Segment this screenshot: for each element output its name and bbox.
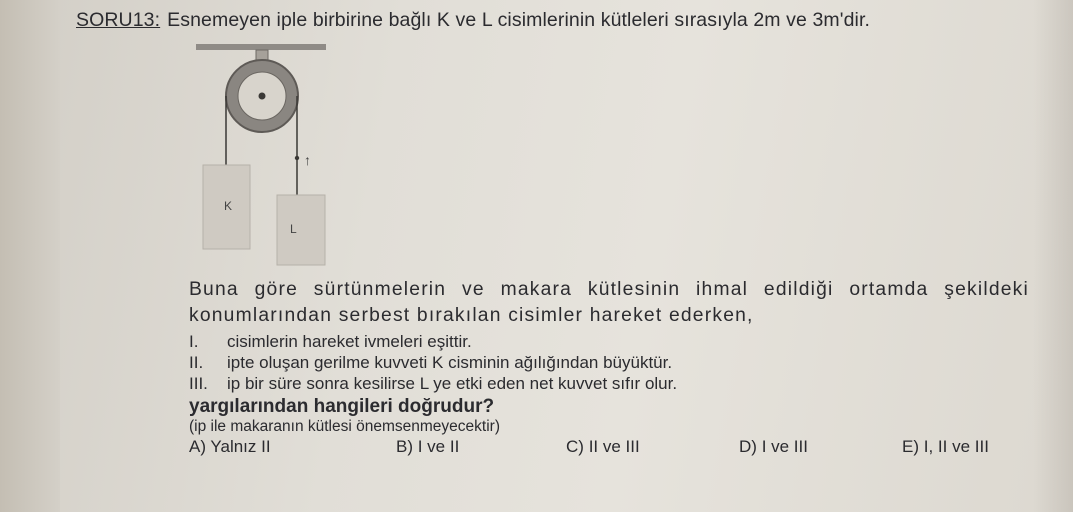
choice-d[interactable] [739,436,808,458]
statement-list [189,331,1029,394]
choice-key: E) [902,437,919,456]
answer-choices [189,436,1029,458]
choice-text: II ve III [588,437,640,456]
block-l-label: L [290,222,297,236]
pulley-axle [259,93,266,100]
statement-item [189,352,1029,373]
block-k-label: K [224,199,233,213]
choice-a[interactable] [189,436,271,458]
choice-b[interactable] [396,436,459,458]
choice-key: D) [739,437,757,456]
choice-key: A) [189,437,206,456]
pulley-diagram [190,38,340,270]
statement-text: cisimlerin hareket ivmeleri eşittir. [227,332,472,351]
block-l [277,195,325,265]
choice-text: I ve II [417,437,460,456]
statement-number: III. [189,374,208,393]
choice-e[interactable] [902,436,989,458]
tension-arrow-label: ↑ [304,152,311,168]
statement-number: II. [189,353,204,372]
choice-key: C) [566,437,584,456]
choice-key: B) [396,437,413,456]
question-header [76,9,870,32]
statement-item [189,373,1029,394]
statement-text: ipte oluşan gerilme kuvveti K cisminin ağılığından büyüktür. [227,353,673,372]
question-stem: Esnemeyen iple birbirine bağlı K ve L cisimlerinin kütleleri sırasıyla 2m ve 3m'dir. [167,9,871,31]
page-shadow-right [1033,0,1073,512]
choice-text: I, II ve III [923,437,989,456]
page-shadow-left [0,0,60,512]
choice-text: Yalnız II [210,437,271,456]
question-intro: Buna göre sürtünmelerin ve makara kütlesinin ihmal edildiği ortamda şekildeki konumlarından serbest bırakılan cisimler hareket ederken, [189,279,1029,326]
question-prompt: yargılarından hangileri doğrudur? [189,396,495,417]
ceiling-bar [196,44,326,50]
choice-c[interactable] [566,436,640,458]
statement-number: I. [189,332,199,351]
statement-text: ip bir süre sonra kesilirse L ye etki eden net kuvvet sıfır olur. [227,374,678,393]
choice-text: I ve III [761,437,808,456]
question-note: (ip ile makaranın kütlesi önemsenmeyecektir) [189,418,500,435]
question-body [189,277,1029,458]
statement-item [189,331,1029,352]
question-number: SORU13: [76,9,161,31]
rope-marker-dot [295,156,299,160]
